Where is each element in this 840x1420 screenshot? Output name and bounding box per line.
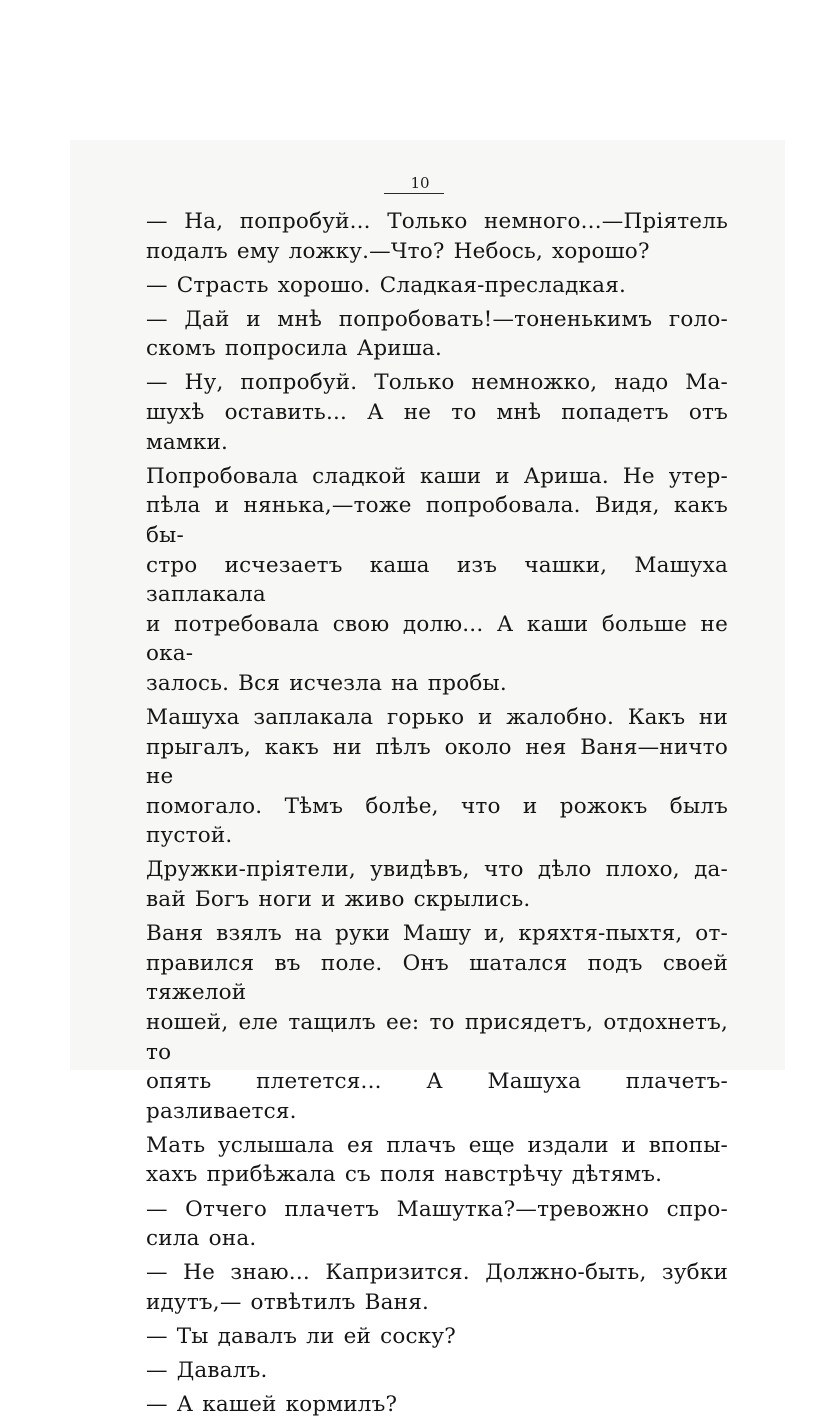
text-line: Мать услышала ея плачъ еще издали и впопы-: [146, 1132, 728, 1158]
paragraph: [146, 271, 728, 301]
text-line: идутъ,— отвѣтилъ Ваня.: [146, 1289, 430, 1315]
paragraph: [146, 207, 728, 266]
text-line: и потребовала свою долю... А каши больше не ока-: [146, 611, 728, 667]
text-line: залось. Вся исчезла на пробы.: [146, 670, 507, 696]
text-line: — На, попробуй... Только немного...—Пріятель: [146, 209, 728, 234]
paragraph: [146, 703, 728, 851]
text-line: — Не знаю... Капризится. Должно-быть, зубки: [146, 1260, 728, 1286]
text-line: Дружки-пріятели, увидѣвъ, что дѣло плохо, да-: [146, 857, 728, 883]
text-line: — А кашей кормилъ?: [146, 1392, 398, 1418]
text-line: Машуха заплакала горько и жалобно. Какъ ни: [146, 705, 728, 730]
page-number-rule: [384, 193, 444, 194]
text-line: — Отчего плачетъ Машутка?—тревожно спро-: [146, 1196, 728, 1222]
text-line: — Давалъ.: [146, 1357, 268, 1383]
paragraph: [146, 1258, 728, 1317]
text-line: стро исчезаетъ каша изъ чашки, Машуха заплакала: [146, 552, 728, 608]
text-line: вай Богъ ноги и живо скрылись.: [146, 887, 531, 913]
paragraph: [146, 1131, 728, 1190]
text-line: скомъ попросила Ариша.: [146, 336, 443, 362]
paragraph: [146, 462, 728, 699]
text-line: опять плетется... А Машуха плачетъ-разливается.: [146, 1069, 728, 1124]
text-line: Попробовала сладкой каши и Ариша. Не утер-: [146, 463, 728, 489]
text-line: Ваня взялъ на руки Машу и, кряхтя-пыхтя, от-: [146, 921, 728, 947]
text-line: — Страсть хорошо. Сладкая-пресладкая.: [146, 272, 626, 298]
text-line: — Ну, попробуй. Только немножко, надо Ма-: [146, 370, 728, 396]
text-line: подалъ ему ложку.—Что? Небось, хорошо?: [146, 238, 650, 264]
text-line: хахъ прибѣжала съ поля навстрѣчу дѣтямъ.: [146, 1162, 663, 1188]
page-number: 10: [410, 174, 430, 192]
paragraph: [146, 855, 728, 914]
paragraph: [146, 1390, 728, 1420]
text-line: правился въ поле. Онъ шатался подъ своей тяжелой: [146, 950, 728, 1006]
paragraph: [146, 1322, 728, 1352]
text-line: помогало. Тѣмъ болѣе, что и рожокъ былъ пустой.: [146, 793, 728, 849]
paragraph: [146, 919, 728, 1126]
text-line: прыгалъ, какъ ни пѣлъ около нея Ваня—ничто не: [146, 734, 728, 790]
text-line: — Ты давалъ ли ей соску?: [146, 1323, 456, 1349]
text-line: шухѣ оставить... А не то мнѣ попадетъ отъ мамки.: [146, 400, 728, 455]
paragraph: [146, 1356, 728, 1386]
paragraph: [146, 1195, 728, 1254]
paragraph: [146, 368, 728, 457]
text-line: ношей, еле тащилъ ее: то присядетъ, отдохнетъ, то: [146, 1009, 728, 1065]
body-text: [146, 207, 728, 1420]
text-line: пѣла и нянька,—тоже попробовала. Видя, какъ бы-: [146, 493, 728, 548]
paragraph: [146, 305, 728, 364]
text-line: сила она.: [146, 1226, 257, 1252]
text-line: — Дай и мнѣ попробовать!—тоненькимъ голо-: [146, 306, 728, 332]
